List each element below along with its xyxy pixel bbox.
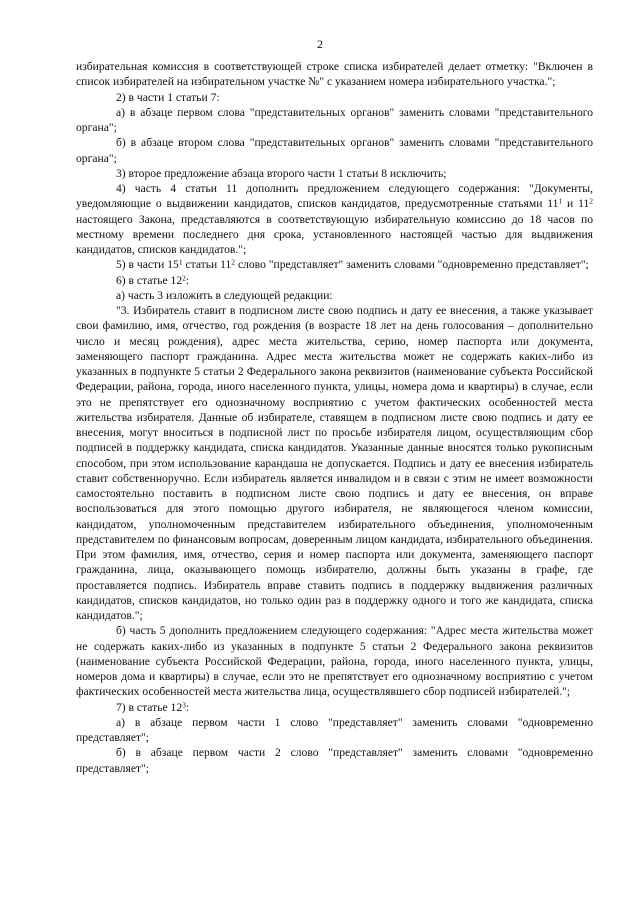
page-number: 2 <box>317 37 323 51</box>
paragraph: избирательная комиссия в соответствующей строке списка избирателей делает отметку: "Включен в список избирателей на избирательном участке №" с указанием номера избирательного участка."; <box>76 60 593 89</box>
paragraph: "3. Избиратель ставит в подписном листе свою подпись и дату ее внесения, а также указывает свои фамилию, имя, отчество, год рождения (в возрасте 18 лет на день голосования – дополнительно число и месяц рождения), адрес места жительства, серию, номер паспорта или документа, заменяющего паспорт гражданина. Адрес места жительства может не содержать каких-либо из указанных в подпункте 5 статьи 2 Федерального закона реквизитов (наименование субъекта Российской Федерации, района, города, иного населенного пункта, улицы, номера дома и квартиры) в случае, если это не препятствует его однозначному восприятию с учетом фактических особенностей места жительства избирателя. Данные об избирателе, ставящем в подписном листе свою подпись и дату ее внесения, могут вноситься в подписной лист по просьбе избирателя лицом, осуществляющим сбор подписей в поддержку кандидата, списка кандидатов. Указанные данные вносятся только рукописным способом, при этом использование карандаша не допускается. Подпись и дату ее внесения избиратель ставит собственноручно. Если избиратель является инвалидом и в связи с этим не имеет возможности самостоятельно поставить в подписном листе свою подпись и дату ее внесения, он вправе воспользоваться для этого помощью другого избирателя, не являющегося членом комиссии, кандидатом, уполномоченным представителем избирательного объединения, уполномоченным представителем по финансовым вопросам, доверенным лицом кандидата, избирательного объединения. При этом фамилия, имя, отчество, серия и номер паспорта или документа, заменяющего паспорт гражданина, лица, оказывающего помощь избирателю, должны быть указаны в графе, где проставляется подпись. Избиратель вправе ставить подпись в поддержку выдвижения различных кандидатов, списков кандидатов, но только один раз в поддержку одного и того же кандидата, списка кандидатов."; <box>76 304 593 622</box>
paragraph: 3) второе предложение абзаца второго части 1 статьи 8 исключить; <box>116 166 447 180</box>
paragraph: 4) часть 4 статьи 11 дополнить предложением следующего содержания: "Документы, уведомляющие о выдвижении кандидатов, списков кандидатов, предусмотренные статьями $11^1$ и $11^2$ настоящего Закона, представляются в соответствующую избирательную комиссию до 18 часов по местному времени последнего дня срока, установленного настоящей частью для выдвижения кандидатов, списков кандидатов."; <box>76 182 594 256</box>
document-body <box>76 59 593 776</box>
paragraph: а) в абзаце первом слова "представительных органов" заменить словами "представительного органа"; <box>76 105 593 134</box>
paragraph: 6) в статье $12^2$: <box>116 273 190 287</box>
paragraph: а) часть 3 изложить в следующей редакции: <box>116 288 333 302</box>
paragraph: 7) в статье $12^3$: <box>116 700 190 714</box>
paragraph: 2) в части 1 статьи 7: <box>116 90 220 104</box>
paragraph: б) часть 5 дополнить предложением следующего содержания: "Адрес места жительства может не содержать каких-либо из указанных в подпункте 5 статьи 2 Федерального закона реквизитов (наименование субъекта Российской Федерации, района, города, иного населенного пункта, улицы, номеров дома и квартиры) в случае, если это не препятствует его однозначному восприятию с учетом фактических особенностей места жительства лица, осуществлявшего сбор подписей избирателей."; <box>76 624 593 699</box>
paragraph: б) в абзаце втором слова "представительных органов" заменить словами "представительного органа"; <box>76 136 593 165</box>
paragraph: а) в абзаце первом части 1 слово "представляет" заменить словами "одновременно представляет"; <box>76 715 593 744</box>
paragraph: 5) в части $15^1$ статьи $11^2$ слово "представляет" заменить словами "одновременно представляет"; <box>116 257 589 272</box>
paragraph: б) в абзаце первом части 2 слово "представляет" заменить словами "одновременно представляет"; <box>76 746 593 775</box>
